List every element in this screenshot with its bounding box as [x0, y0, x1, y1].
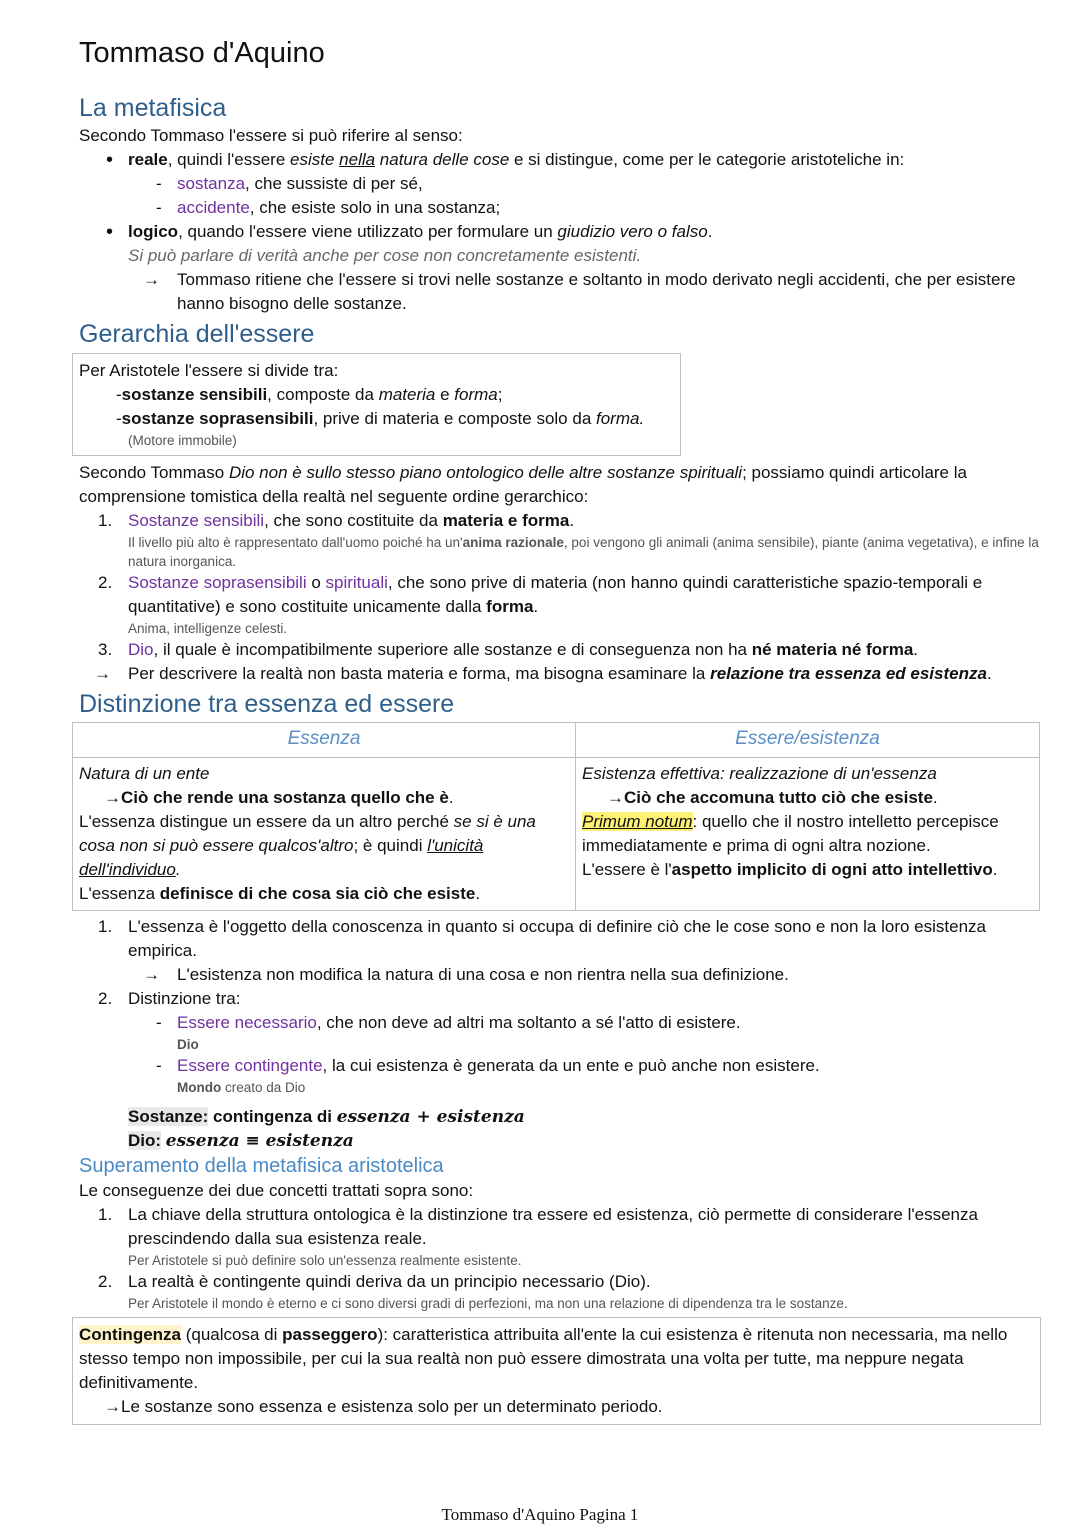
gerarchia-paragraph: Secondo Tommaso Dio non è sullo stesso piano ontologico delle altre sostanze spirituali; possiamo quindi articolare la comprensione tomistica della realtà nel seguente ordine gerarchico:	[79, 463, 967, 506]
contingenza-box: Contingenza (qualcosa di passeggero): caratteristica attribuita all'ente la cui esistenza è ritenuta non necessaria, ma nello stesso tempo non impossibile, per cui la sua realtà non può essere dimostrata una volta per tutte, ma neppure negata definitivamente. →Le sostanze sono essenza e esistenza solo per un determinato periodo.	[72, 1317, 1041, 1425]
metafisica-intro: Secondo Tommaso l'essere si può riferire al senso:	[79, 126, 463, 145]
list-item-reale: • reale, quindi l'essere esiste nella natura delle cose e si distingue, come per le categorie aristoteliche in: - sostanza, che sussiste di per sé, - accidente, che esiste solo in una sostanza;	[79, 148, 1054, 220]
cell-essere: Esistenza effettiva: realizzazione di un'essenza →Ciò che accomuna tutto ciò che esiste. Primum notum: quello che il nostro intelletto percepisce immediatamente e prima di ogni altra nozione. L'essere è l'aspetto implicito di ogni atto intellettivo.	[576, 758, 1040, 911]
oggetto-arrow: → L'esistenza non modifica la natura di una cosa e non rientra nella sua definizione.	[79, 963, 1054, 987]
list-item-sensibili: 1. Sostanze sensibili, che sono costituite da materia e forma. Il livello più alto è rappresentato dall'uomo poiché ha un'anima razionale, poi vengono gli animali (anima sensibile), piante (anima vegetativa), e infine la natura inorganica.	[79, 509, 1054, 571]
page-title: Tommaso d'Aquino	[79, 37, 325, 69]
list-item-distinzione: 2. Distinzione tra: - Essere necessario, che non deve ad altri ma soltanto a sé l'atto di esistere. Dio - Essere contingente, la cui esistenza è generata da un ente e può anche non esistere. Mondo creato da Dio	[79, 987, 1054, 1097]
box-item-soprasensibili: -sostanze soprasensibili, prive di materia e composte solo da forma.	[116, 409, 645, 428]
list-item-soprasensibili: 2. Sostanze soprasensibili o spirituali, che sono prive di materia (non hanno quindi caratteristiche spazio-temporali e quantitative) e sono costituite unicamente dalla forma. Anima, intelligenze celesti.	[79, 571, 1054, 638]
list-item-realta: 2. La realtà è contingente quindi deriva da un principio necessario (Dio). Per Aristotele il mondo è eterno e ci sono diversi gradi di perfezioni, ma non una relazione di dipendenza tra le sostanze.	[98, 1272, 848, 1311]
sensibili-note: Il livello più alto è rappresentato dall'uomo poiché ha un'anima razionale, poi vengono gli animali (anima sensibile), piante (anima vegetativa), e infine la natura inorganica.	[128, 535, 1039, 569]
metafisica-conclusion: → Tommaso ritiene che l'essere si trovi nelle sostanze e soltanto in modo derivato negli accidenti, che per esistere hanno bisogno delle sostanze.	[143, 270, 1016, 313]
gerarchia-list	[79, 509, 1054, 662]
heading-gerarchia: Gerarchia dell'essere	[79, 320, 315, 348]
page-content	[79, 34, 1054, 1425]
essere-types-list	[79, 1011, 1054, 1097]
arrow-icon: →	[143, 965, 160, 984]
list-item-accidente: - accidente, che esiste solo in una sostanza;	[79, 196, 1054, 220]
column-header-essenza: Essenza	[73, 723, 576, 758]
column-header-essere: Essere/esistenza	[576, 723, 1040, 758]
heading-metafisica: La metafisica	[79, 94, 227, 122]
formula-sostanze: Sostanze: contingenza di essenza + esistenza	[128, 1107, 525, 1127]
formula-dio: Dio: essenza ≡ esistenza	[128, 1131, 354, 1151]
superamento-intro: Le conseguenze dei due concetti trattati sopra sono:	[79, 1181, 474, 1200]
page-footer: Tommaso d'Aquino Pagina 1	[441, 1505, 639, 1524]
list-item-necessario: - Essere necessario, che non deve ad altri ma soltanto a sé l'atto di esistere. Dio	[79, 1011, 1054, 1054]
logico-note: Si può parlare di verità anche per cose non concretamente esistenti.	[128, 246, 642, 265]
arrow-icon: →	[94, 664, 111, 683]
aristotele-box: Per Aristotele l'essere si divide tra: -sostanze sensibili, composte da materia e forma; -sostanze soprasensibili, prive di materia e composte solo da forma. (Motore immobile)	[72, 353, 681, 456]
list-item-oggetto: 1. L'essenza è l'oggetto della conoscenza in quanto si occupa di definire ciò che le cose sono e non la loro esistenza empirica. → L'esistenza non modifica la natura di una cosa e non rientra nella sua definizione.	[79, 915, 1054, 987]
formulas	[79, 1105, 1054, 1153]
cell-essenza: Natura di un ente →Ciò che rende una sostanza quello che è. L'essenza distingue un essere da un altro perché se si è una cosa non si può essere qualcos'altro; è quindi l'unicità dell'individuo. L'essenza definisce di che cosa sia ciò che esiste.	[73, 758, 576, 911]
table-row	[73, 758, 1040, 911]
heading-distinzione: Distinzione tra essenza ed essere	[79, 690, 455, 718]
distinzione-list	[79, 915, 1054, 1097]
categorie-list	[79, 172, 1054, 220]
list-item-dio: 3. Dio, il quale è incompatibilmente superiore alle sostanze e di conseguenza non ha né materia né forma.	[98, 640, 919, 659]
list-item-contingente: - Essere contingente, la cui esistenza è generata da un ente e può anche non esistere. Mondo creato da Dio	[79, 1054, 1054, 1097]
arrow-icon: →	[143, 270, 160, 289]
essenza-essere-table	[72, 722, 1040, 911]
list-item-logico: • logico, quando l'essere viene utilizzato per formulare un giudizio vero o falso. Si può parlare di verità anche per cose non concretamente esistenti.	[79, 220, 1054, 268]
superamento-list	[79, 1203, 1054, 1313]
soprasensibili-note: Anima, intelligenze celesti.	[128, 621, 288, 636]
table-header-row	[73, 723, 1040, 758]
primum-notum-highlight: Primum notum	[582, 812, 693, 831]
list-item-chiave: 1. La chiave della struttura ontologica è la distinzione tra essere ed esistenza, ciò permette di considerare l'essenza prescindendo dalla sua esistenza reale. Per Aristotele si può definire solo un'essenza realmente esistente.	[98, 1205, 978, 1268]
heading-superamento: Superamento della metafisica aristotelica	[79, 1155, 444, 1177]
box-item-sensibili: -sostanze sensibili, composte da materia e forma;	[116, 385, 503, 404]
box-note: (Motore immobile)	[128, 433, 237, 448]
list-item-sostanza: - sostanza, che sussiste di per sé,	[79, 172, 1054, 196]
gerarchia-conclusion: → Per descrivere la realtà non basta materia e forma, ma bisogna esaminare la relazione tra essenza ed esistenza.	[79, 662, 1054, 686]
senso-list	[79, 148, 1054, 268]
